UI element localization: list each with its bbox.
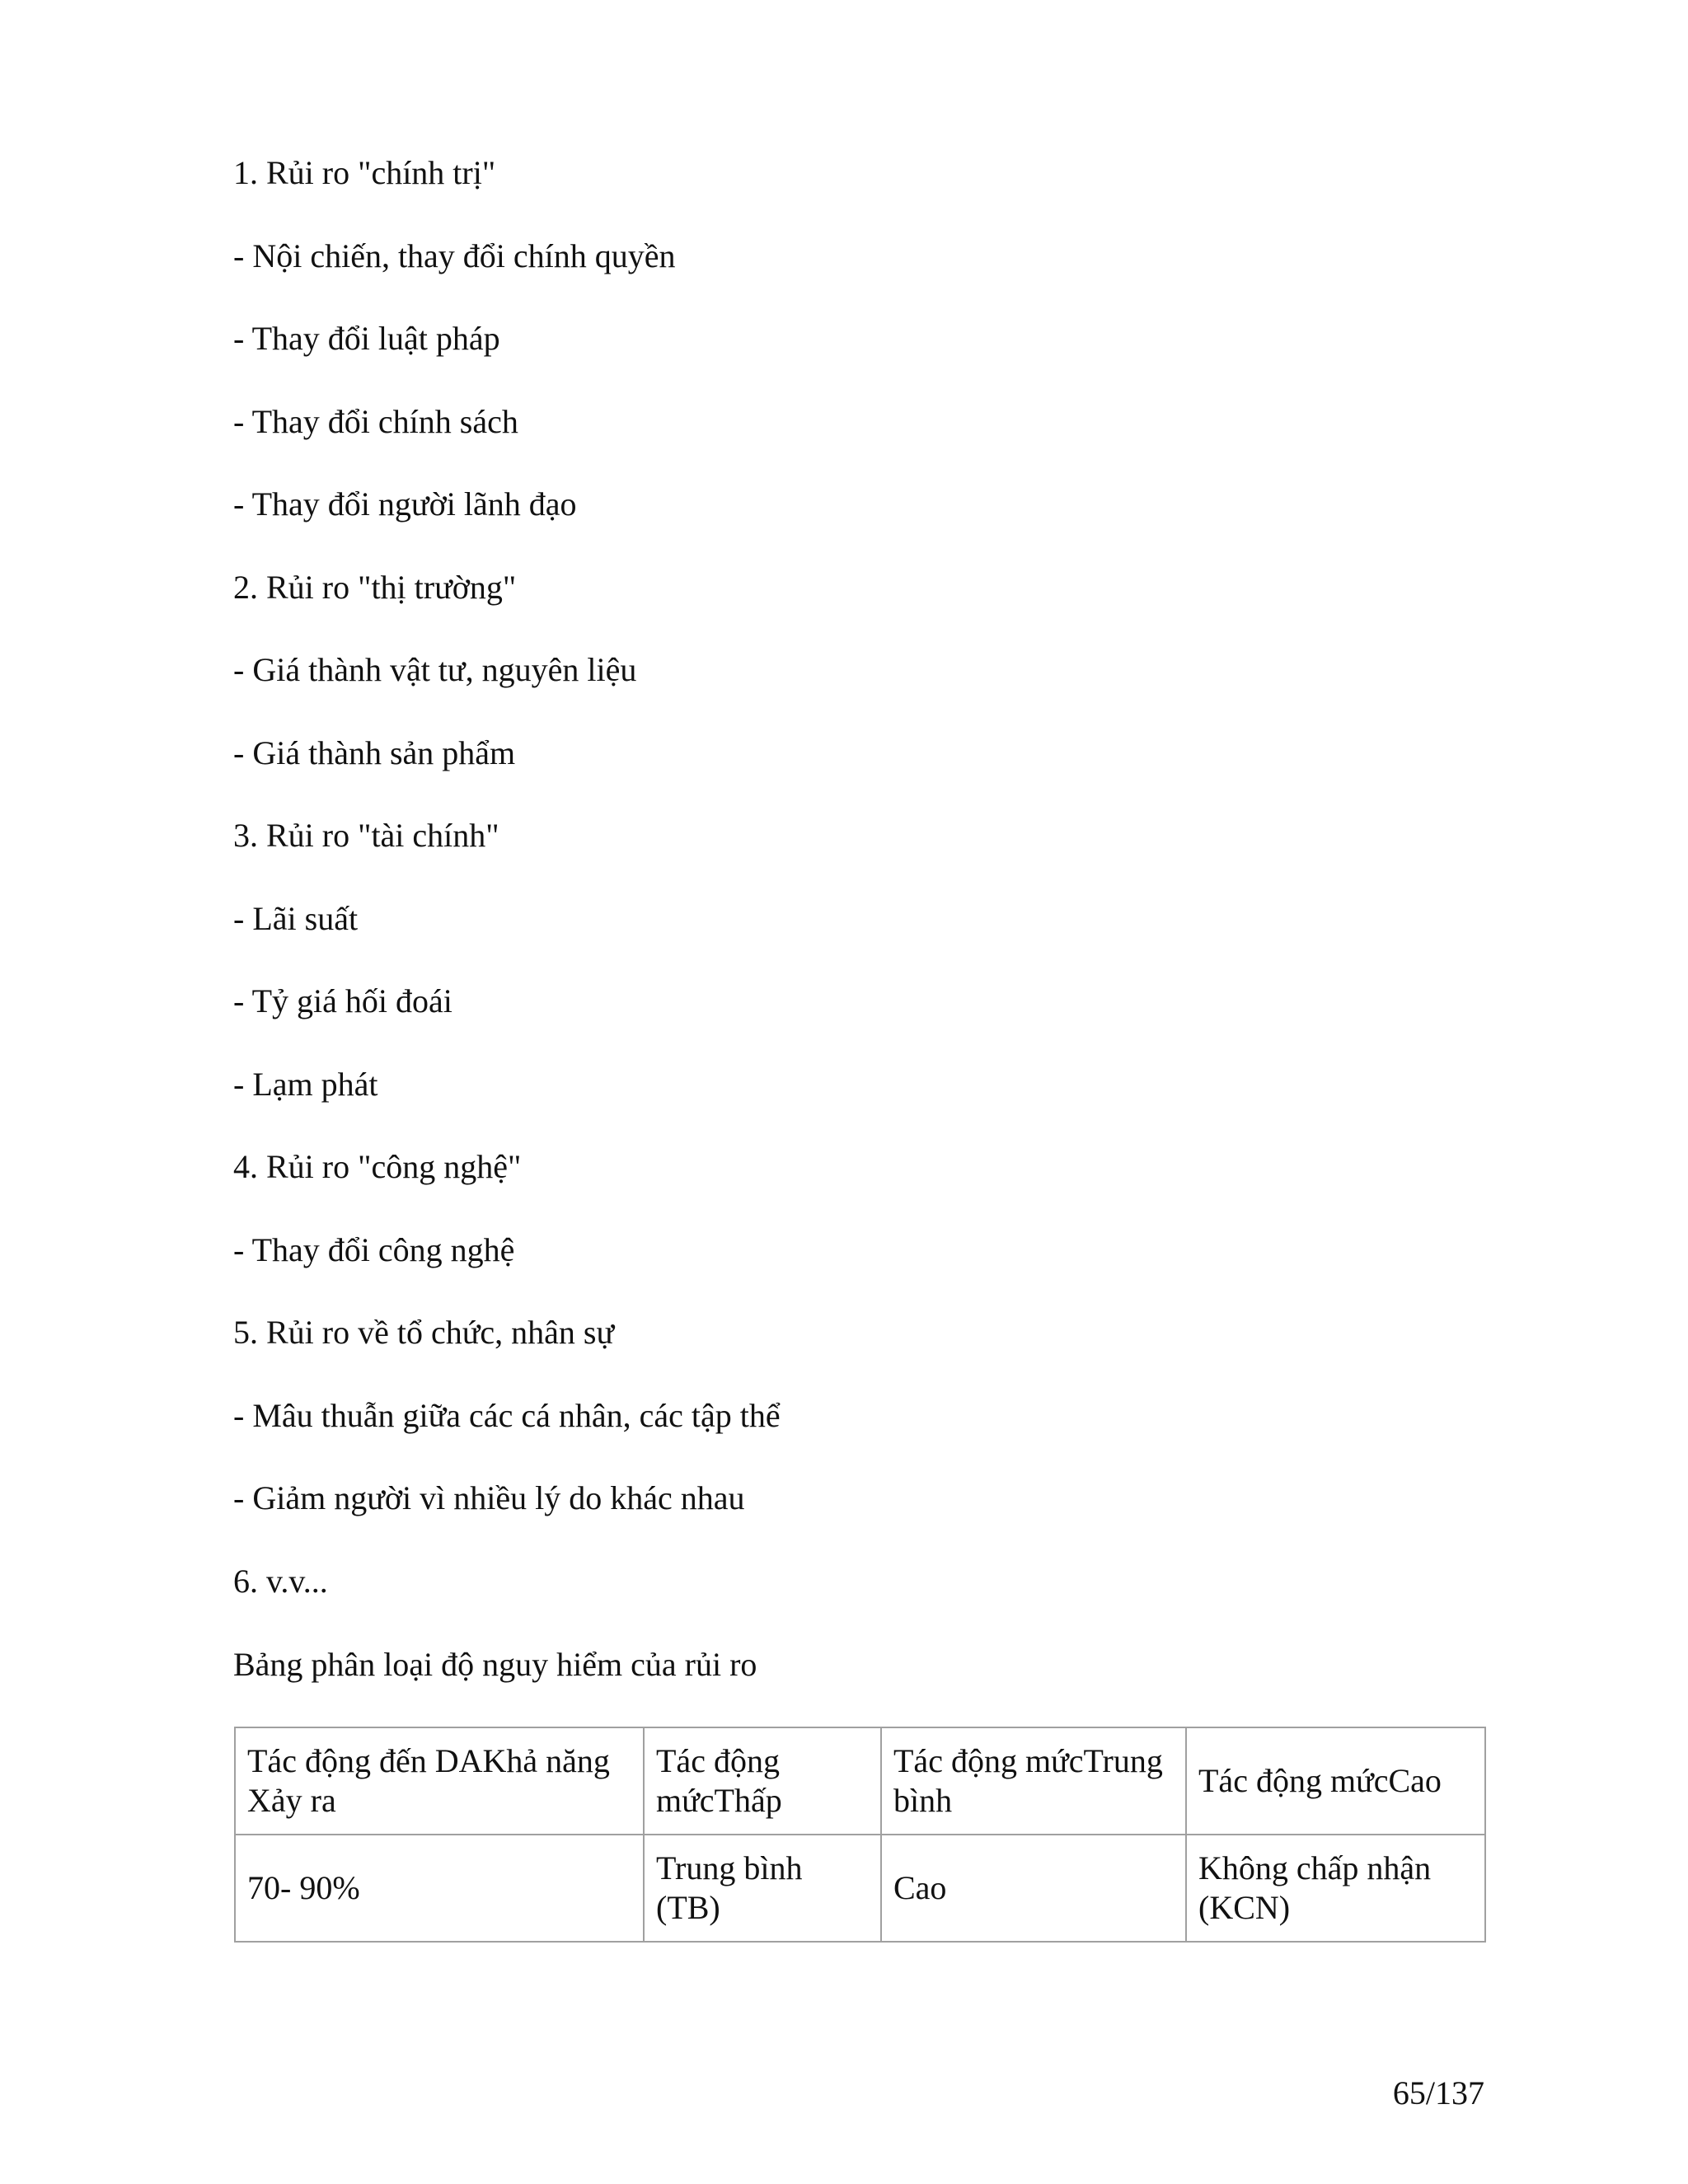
list-item: - Lạm phát <box>233 1065 378 1103</box>
list-item: - Thay đổi người lãnh đạo <box>233 485 577 523</box>
table-header-cell: Tác động đến DAKhả năng Xảy ra <box>235 1727 644 1835</box>
list-item: 3. Rủi ro "tài chính" <box>233 817 499 854</box>
table-cell: Không chấp nhận (KCN) <box>1186 1835 1485 1942</box>
table-header-cell: Tác động mứcTrung bình <box>881 1727 1186 1835</box>
list-item: - Thay đổi công nghệ <box>233 1230 515 1268</box>
table-caption: Bảng phân loại độ nguy hiểm của rủi ro <box>233 1646 757 1683</box>
list-item: - Mâu thuẫn giữa các cá nhân, các tập thể <box>233 1396 781 1434</box>
list-item: - Tỷ giá hối đoái <box>233 982 452 1019</box>
list-item: - Giá thành vật tư, nguyên liệu <box>233 651 637 688</box>
table-cell: Trung bình (TB) <box>644 1835 881 1942</box>
table-cell: 70- 90% <box>235 1835 644 1942</box>
list-item: 5. Rủi ro về tổ chức, nhân sự <box>233 1314 615 1351</box>
list-item: - Giá thành sản phẩm <box>233 733 516 771</box>
list-item: - Lãi suất <box>233 899 359 937</box>
list-item: - Thay đổi luật pháp <box>233 320 500 357</box>
list-item: 4. Rủi ro "công nghệ" <box>233 1148 522 1185</box>
page-number: 65/137 <box>1392 2074 1484 2111</box>
table-row <box>235 1835 1485 1942</box>
list-item: 6. v.v... <box>233 1562 328 1600</box>
list-item: - Thay đổi chính sách <box>233 402 518 440</box>
table-header-cell: Tác động mứcCao <box>1186 1727 1485 1835</box>
list-item: 1. Rủi ro "chính trị" <box>233 154 496 191</box>
table-header-cell: Tác động mứcThấp <box>644 1727 881 1835</box>
list-item: - Nội chiến, thay đổi chính quyền <box>233 237 676 274</box>
table-header-row <box>235 1727 1485 1835</box>
list-item: 2. Rủi ro "thị trường" <box>233 568 517 606</box>
risk-list <box>233 153 1486 1644</box>
list-item: - Giảm người vì nhiều lý do khác nhau <box>233 1479 745 1516</box>
table-cell: Cao <box>881 1835 1186 1942</box>
risk-classification-table <box>234 1727 1486 1943</box>
